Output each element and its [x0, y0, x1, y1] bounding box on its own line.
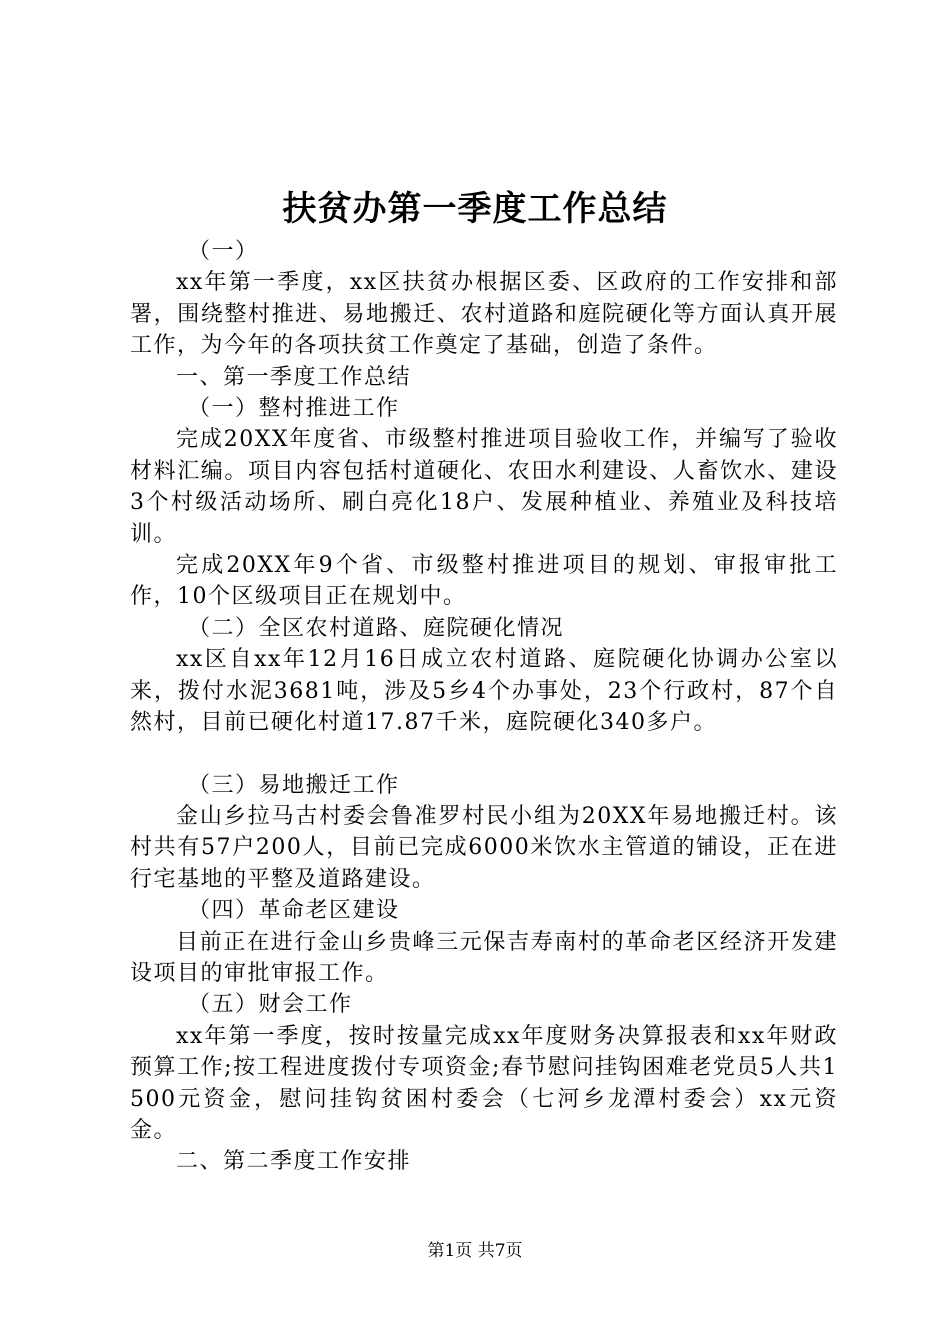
subsection-heading-4: （四）革命老区建设	[188, 898, 400, 924]
paragraph-village-2: 完成20XX年9个省、市级整村推进项目的规划、审报审批工作，10个区级项目正在规划中。	[130, 553, 838, 610]
paragraph-village-1: 完成20XX年度省、市级整村推进项目验收工作，并编写了验收材料汇编。项目内容包括村道硬化、农田水利建设、人畜饮水、建设3个村级活动场所、刷白亮化18户、发展种植业、养殖业及科技培训。	[130, 427, 838, 547]
subsection-heading-3: （三）易地搬迁工作	[188, 772, 400, 798]
subsection-heading-5: （五）财会工作	[188, 992, 353, 1018]
paragraph-heading-1: （一）	[188, 239, 259, 264]
section-heading-2: 二、第二季度工作安排	[176, 1149, 412, 1175]
page-footer: 第1页 共7页	[427, 1241, 523, 1261]
document-title: 扶贫办第一季度工作总结	[282, 189, 668, 229]
subsection-heading-1: （一）整村推进工作	[188, 396, 400, 422]
paragraph-intro: xx年第一季度，xx区扶贫办根据区委、区政府的工作安排和部署，围绕整村推进、易地搬迁、农村道路和庭院硬化等方面认真开展工作，为今年的各项扶贫工作奠定了基础，创造了条件。	[130, 270, 838, 359]
paragraph-finance: xx年第一季度，按时按量完成xx年度财务决算报表和xx年财政预算工作;按工程进度拨付专项资金;春节慰问挂钩困难老党员5人共1500元资金，慰问挂钩贫困村委会（七河乡龙潭村委会）xx元资金。	[130, 1023, 838, 1143]
paragraph-old-revolutionary-area: 目前正在进行金山乡贵峰三元保吉寿南村的革命老区经济开发建设项目的审批审报工作。	[130, 929, 838, 986]
paragraph-relocation: 金山乡拉马古村委会鲁准罗村民小组为20XX年易地搬迁村。该村共有57户200人，目前已完成6000米饮水主管道的铺设，正在进行宅基地的平整及道路建设。	[130, 803, 838, 892]
paragraph-gap	[130, 739, 838, 770]
subsection-heading-2: （二）全区农村道路、庭院硬化情况	[188, 615, 565, 641]
section-heading-1: 一、第一季度工作总结	[176, 364, 412, 390]
paragraph-roads: xx区自xx年12月16日成立农村道路、庭院硬化协调办公室以来，拨付水泥3681吨，涉及5乡4个办事处，23个行政村，87个自然村，目前已硬化村道17.87千米，庭院硬化340多户。	[130, 647, 838, 736]
document-body	[130, 236, 838, 1178]
